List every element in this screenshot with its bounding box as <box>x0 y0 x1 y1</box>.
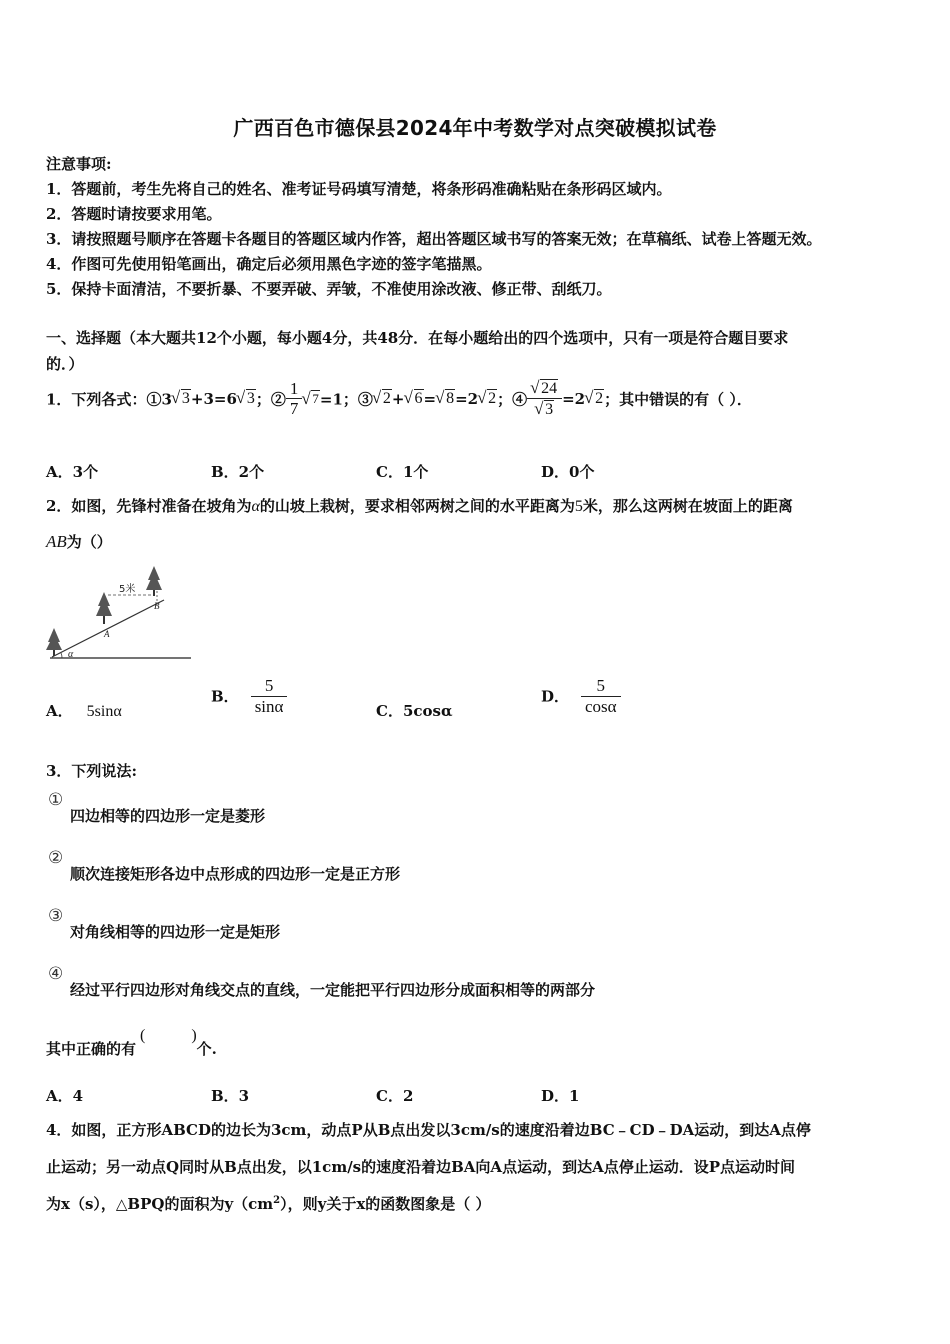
sqrt-2: √ 2 <box>585 390 604 408</box>
q1-text: = <box>423 389 437 408</box>
q3-text: 个. <box>196 1040 217 1058</box>
tree-icon <box>46 628 62 656</box>
option-a[interactable]: A．3个 <box>46 463 99 481</box>
question-2 <box>46 495 793 516</box>
option-c[interactable]: C．2 <box>376 1087 414 1105</box>
notice-item: 3．请按照题号顺序在答题卡各题目的答题区域内作答，超出答题区域书写的答案无效；在草稿纸、试卷上答题无效。 <box>46 230 822 248</box>
option-label: A． <box>46 702 73 720</box>
option-a[interactable] <box>46 700 122 721</box>
q2-text: 米，那么这两树在坡面上的距离 <box>582 497 793 515</box>
q4-text: ），则y关于x的函数图象是（ ） <box>280 1195 491 1213</box>
statement-2: 顺次连接矩形各边中点形成的四边形一定是正方形 <box>70 865 401 883</box>
paren: ) <box>191 1027 197 1044</box>
question-3: 3．下列说法: <box>46 762 137 780</box>
statement-mark: ② <box>48 848 64 868</box>
q1-text: 1．下列各式：①3 <box>46 390 172 409</box>
notice-item: 2．答题时请按要求用笔。 <box>46 205 222 223</box>
option-b[interactable] <box>211 676 287 716</box>
q1-text: ；其中错误的有（ ）． <box>604 390 752 409</box>
question-2-cont <box>46 531 112 552</box>
q2-text: 2．如图，先锋村准备在坡角为 <box>46 497 252 515</box>
slope-figure <box>44 562 194 666</box>
question-3-tail <box>46 1027 217 1059</box>
statement-mark: ③ <box>48 906 64 926</box>
sqrt-2: √ 2 <box>373 390 392 408</box>
sqrt-3: √ 3 <box>172 390 191 408</box>
option-b[interactable]: B．3 <box>211 1087 250 1105</box>
segment-ab: AB <box>46 532 67 551</box>
q2-text: 为（） <box>66 533 112 551</box>
alpha-symbol: α <box>251 498 260 515</box>
statement-mark: ④ <box>48 964 64 984</box>
notice-heading: 注意事项: <box>46 155 112 173</box>
q1-text: ；② <box>255 390 286 409</box>
option-d[interactable] <box>541 676 621 716</box>
q1-text: + <box>391 389 405 408</box>
fraction: √ 24 √ 3 <box>527 378 562 420</box>
paren: ( <box>140 1027 146 1044</box>
option-d[interactable]: D．1 <box>541 1087 580 1105</box>
question-4-cont <box>46 1193 491 1214</box>
q1-text: =1；③ <box>319 390 373 409</box>
superscript: 2 <box>273 1195 281 1206</box>
q4-text: 为x（s），△BPQ的面积为y（cm <box>46 1195 274 1213</box>
statement-3: 对角线相等的四边形一定是矩形 <box>70 923 281 941</box>
option-c[interactable]: C．5cosα <box>376 702 453 720</box>
sqrt-8: √ 8 <box>436 390 455 408</box>
statement-1: 四边相等的四边形一定是菱形 <box>70 807 266 825</box>
q2-number: 5 <box>574 498 583 515</box>
q1-text: =2 <box>562 389 586 408</box>
distance-label: 5米 <box>119 584 136 595</box>
q1-text: +3=6 <box>190 389 237 408</box>
option-math: 5sinα <box>86 703 122 720</box>
statement-4: 经过平行四边形对角线交点的直线，一定能把平行四边形分成面积相等的两部分 <box>70 981 596 999</box>
section-heading: 一、选择题（本大题共12个小题，每小题4分，共48分．在每小题给出的四个选项中，只有一项是符合题目要求 <box>46 329 789 347</box>
statement-mark: ① <box>48 790 64 810</box>
question-4: 4．如图，正方形ABCD的边长为3cm，动点P从B点出发以3cm/s的速度沿着边BC﹣CD﹣DA运动，到达A点停 <box>46 1121 811 1139</box>
option-b[interactable]: B．2个 <box>211 463 265 481</box>
sqrt-3: √ 3 <box>237 390 256 408</box>
option-c[interactable]: C．1个 <box>376 463 429 481</box>
option-label: B． <box>211 687 239 706</box>
q2-text: 的山坡上栽树，要求相邻两树之间的水平距离为 <box>259 497 575 515</box>
point-b-label: B <box>154 601 160 611</box>
notice-item: 4．作图可先使用铅笔画出，确定后必须用黑色字迹的签字笔描黑。 <box>46 255 492 273</box>
point-a-label: A <box>104 629 110 639</box>
page-title: 广西百色市德保县2024年中考数学对点突破模拟试卷 <box>233 116 717 140</box>
notice-item: 1．答题前，考生先将自己的姓名、准考证号码填写清楚，将条形码准确粘贴在条形码区域内。 <box>46 180 672 198</box>
question-4-cont: 止运动；另一动点Q同时从B点出发，以1cm/s的速度沿着边BA向A点运动，到达A点停止运动．设P点运动时间 <box>46 1158 795 1176</box>
angle-label: α <box>68 649 74 660</box>
tree-icon <box>146 566 162 596</box>
q1-text: ；④ <box>497 390 528 409</box>
tree-icon <box>96 592 112 624</box>
sqrt-6: √ 6 <box>405 390 424 408</box>
option-a[interactable]: A．4 <box>46 1087 84 1105</box>
option-d[interactable]: D．0个 <box>541 463 595 481</box>
section-heading-cont: 的．） <box>46 355 84 373</box>
sqrt-7: √ 7 <box>302 391 320 407</box>
q1-text: =2 <box>455 389 479 408</box>
q3-text: 其中正确的有 <box>46 1040 137 1058</box>
fraction: $\frac{5}{\cos\alpha}$ <box>581 676 621 716</box>
notice-item: 5．保持卡面清洁，不要折暴、不要弄破、弄皱，不准使用涂改液、修正带、刮纸刀。 <box>46 280 612 298</box>
fraction: $\frac{1}{7}$ <box>286 379 303 419</box>
question-1 <box>46 378 752 420</box>
option-label: D． <box>541 687 570 706</box>
fraction: $\frac{5}{\sin\alpha}$ <box>251 676 288 716</box>
sqrt-2: √ 2 <box>478 390 497 408</box>
